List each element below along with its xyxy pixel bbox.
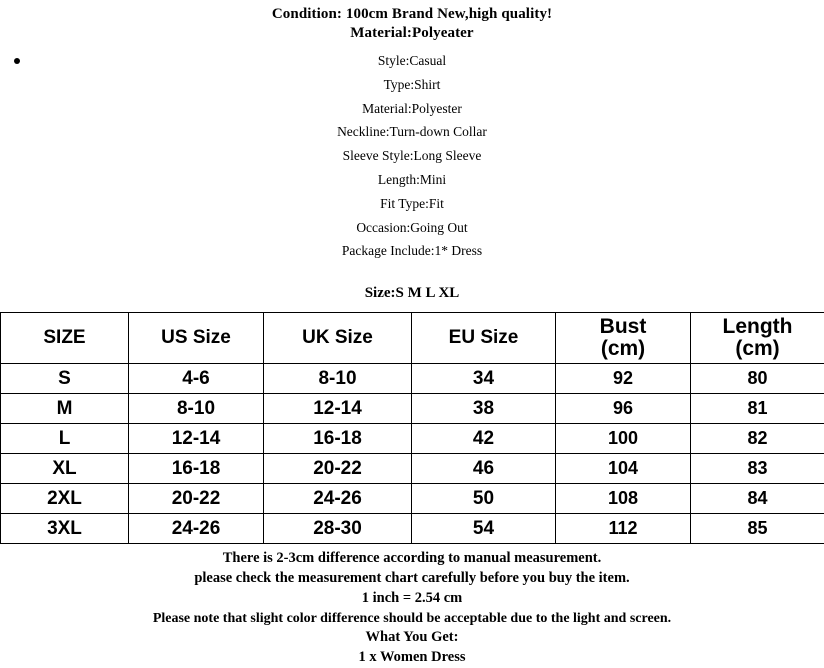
cell-eu-size: 54 [412, 514, 556, 544]
cell-uk-size: 16-18 [264, 424, 412, 454]
condition-line: Condition: 100cm Brand New,high quality! [0, 5, 824, 24]
note-check-chart: please check the measurement chart carefully before you buy the item. [0, 569, 824, 589]
list-item: Length:Mini [0, 168, 824, 192]
cell-uk-size: 28-30 [264, 514, 412, 544]
column-header-bust [556, 313, 691, 364]
cell-length: 84 [691, 484, 824, 514]
list-item: Style:Casual [0, 49, 824, 73]
list-item: Type:Shirt [0, 73, 824, 97]
note-color-difference: Please note that slight color difference should be acceptable due to the light and screen. [0, 609, 824, 629]
cell-eu-size: 42 [412, 424, 556, 454]
list-item: Occasion:Going Out [0, 216, 824, 240]
footer-notes [0, 549, 824, 668]
cell-uk-size: 24-26 [264, 484, 412, 514]
column-header-us-size: US Size [129, 313, 264, 364]
note-inch-conversion: 1 inch = 2.54 cm [0, 589, 824, 609]
cell-bust: 112 [556, 514, 691, 544]
cell-uk-size: 8-10 [264, 364, 412, 394]
column-header-length [691, 313, 824, 364]
cell-us-size: 24-26 [129, 514, 264, 544]
table-row [1, 394, 824, 424]
list-item: Neckline:Turn-down Collar [0, 120, 824, 144]
cell-size: XL [1, 454, 129, 484]
cell-eu-size: 50 [412, 484, 556, 514]
cell-us-size: 4-6 [129, 364, 264, 394]
list-item: Sleeve Style:Long Sleeve [0, 144, 824, 168]
cell-bust: 96 [556, 394, 691, 424]
column-header-length-line2: (cm) [691, 338, 824, 360]
column-header-uk-size: UK Size [264, 313, 412, 364]
size-chart-table [0, 312, 824, 544]
cell-bust: 100 [556, 424, 691, 454]
available-sizes-line: Size:S M L XL [0, 285, 824, 302]
cell-uk-size: 20-22 [264, 454, 412, 484]
bullet-point-icon [14, 58, 20, 64]
cell-size: L [1, 424, 129, 454]
list-item: Package Include:1* Dress [0, 239, 824, 263]
note-package-contents: 1 x Women Dress [0, 648, 824, 668]
cell-us-size: 16-18 [129, 454, 264, 484]
note-measurement-difference: There is 2-3cm difference according to manual measurement. [0, 549, 824, 569]
list-item: Fit Type:Fit [0, 192, 824, 216]
cell-bust: 108 [556, 484, 691, 514]
table-row [1, 364, 824, 394]
cell-uk-size: 12-14 [264, 394, 412, 424]
cell-us-size: 8-10 [129, 394, 264, 424]
cell-size: 2XL [1, 484, 129, 514]
table-row [1, 454, 824, 484]
cell-eu-size: 34 [412, 364, 556, 394]
column-header-eu-size: EU Size [412, 313, 556, 364]
column-header-size: SIZE [1, 313, 129, 364]
table-row [1, 424, 824, 454]
cell-eu-size: 46 [412, 454, 556, 484]
note-what-you-get: What You Get: [0, 628, 824, 648]
cell-length: 85 [691, 514, 824, 544]
table-row [1, 484, 824, 514]
cell-us-size: 12-14 [129, 424, 264, 454]
cell-size: M [1, 394, 129, 424]
cell-bust: 104 [556, 454, 691, 484]
cell-length: 82 [691, 424, 824, 454]
cell-length: 81 [691, 394, 824, 424]
material-line: Material:Polyeater [0, 24, 824, 43]
cell-size: S [1, 364, 129, 394]
table-header-row [1, 313, 824, 364]
column-header-length-line1: Length [691, 316, 824, 338]
cell-eu-size: 38 [412, 394, 556, 424]
specs-list [0, 49, 824, 263]
list-item: Material:Polyester [0, 97, 824, 121]
column-header-bust-line1: Bust [556, 316, 690, 338]
cell-us-size: 20-22 [129, 484, 264, 514]
cell-bust: 92 [556, 364, 691, 394]
cell-length: 80 [691, 364, 824, 394]
cell-length: 83 [691, 454, 824, 484]
table-row [1, 514, 824, 544]
header-block [0, 0, 824, 43]
column-header-bust-line2: (cm) [556, 338, 690, 360]
cell-size: 3XL [1, 514, 129, 544]
